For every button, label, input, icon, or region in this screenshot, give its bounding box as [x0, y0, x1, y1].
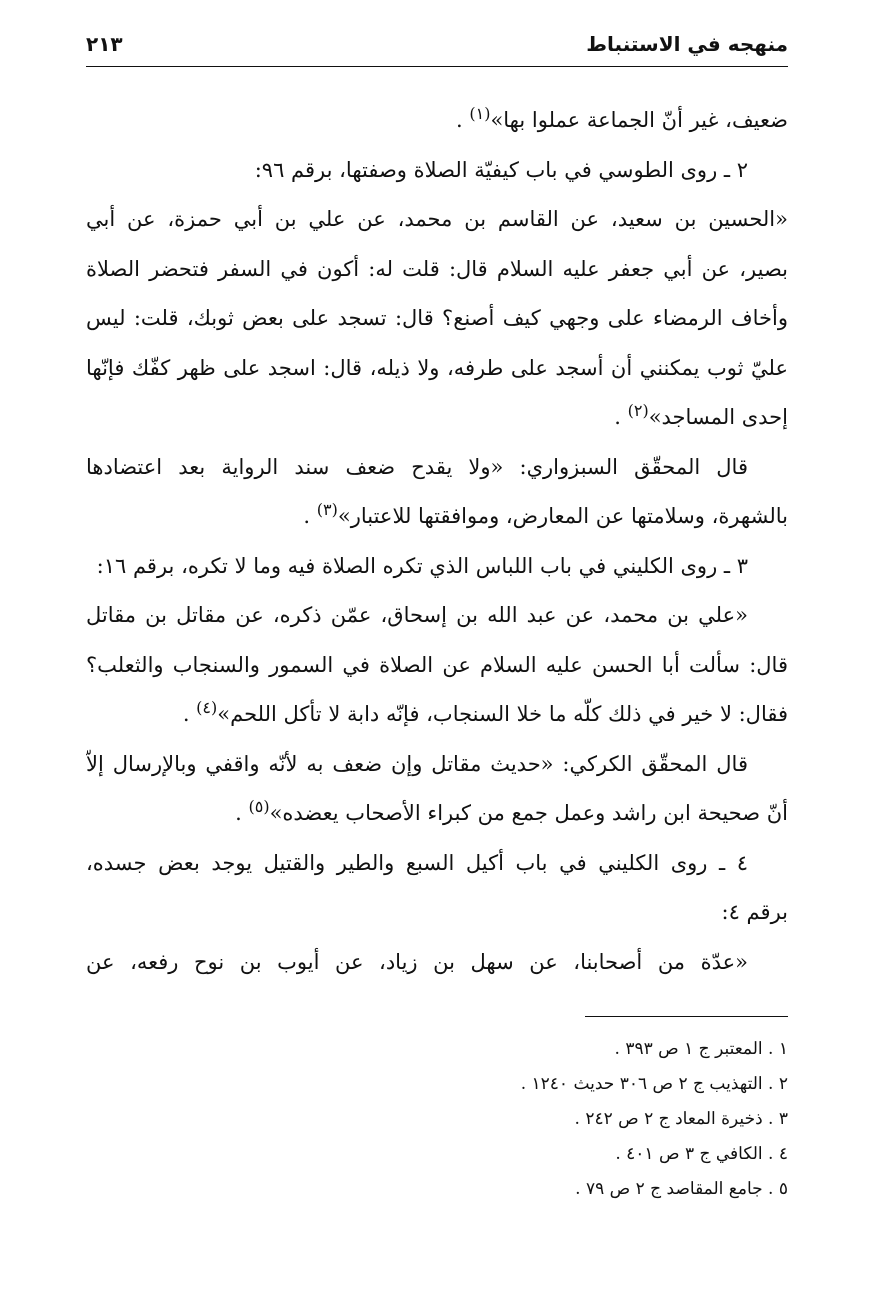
text-line: عليّ ثوب يمكنني أن أسجد على طرفه، ولا ذيله، قال: اسجد على ظهر كفّك فإنّها	[86, 355, 788, 380]
footnote-reference: (٣)	[316, 500, 338, 519]
text-line: إحدى المساجد»$^{(٢)}$ .	[614, 401, 788, 429]
text-line: وأخاف الرمضاء على وجهي كيف أصنع؟ قال: تسجد على بعض ثوبك، قلت: ليس	[86, 306, 788, 330]
text-line: برقم ٤:	[721, 900, 788, 924]
text-line: ٢ ـ روى الطوسي في باب كيفيّة الصلاة وصفتها، برقم ٩٦:	[254, 157, 748, 182]
footnote-reference: (٥)	[248, 797, 270, 816]
text-line: بصير، عن أبي جعفر عليه السلام قال: قلت له: أكون في السفر فتحضر الصلاة	[86, 256, 788, 281]
page-number: ٢١٣	[86, 32, 123, 56]
text-line: قال المحقّق الكركي: «حديث مقاتل وإن ضعف به لأنّه واقفي وبالإرسال إلاّ	[86, 751, 748, 776]
text-line: ٤ ـ روى الكليني في باب أكيل السبع والطير والقتيل يوجد بعض جسده،	[86, 850, 748, 875]
footnote-item: ٥ . جامع المقاصد ج ٢ ص ٧٩ .	[575, 1179, 788, 1199]
footnote-item: ٢ . التهذيب ج ٢ ص ٣٠٦ حديث ١٢٤٠ .	[520, 1074, 788, 1094]
text-line: ٣ ـ روى الكليني في باب اللباس الذي تكره الصلاة فيه وما لا تكره، برقم ١٦:	[96, 553, 748, 578]
text-line: «علي بن محمد، عن عبد الله بن إسحاق، عمّن ذكره، عن مقاتل بن مقاتل	[86, 603, 748, 627]
footnote-reference: (١)	[469, 104, 491, 123]
footnote-reference: (٤)	[196, 698, 218, 717]
text-line: بالشهرة، وسلامتها عن المعارض، وموافقتها للاعتبار»$^{(٣)}$ .	[303, 500, 788, 528]
text-line: «الحسين بن سعيد، عن القاسم بن محمد، عن علي بن أبي حمزة، عن أبي	[86, 207, 788, 231]
text-line: أنّ صحيحة ابن راشد وعمل جمع من كبراء الأصحاب يعضده»$^{(٥)}$ .	[235, 797, 788, 825]
footnote-reference: (٢)	[627, 401, 649, 420]
running-header	[86, 28, 788, 67]
running-title: منهجه في الاستنباط	[586, 32, 788, 56]
text-line: فقال: لا خير في ذلك كلّه ما خلا السنجاب، فإنّه دابة لا تأكل اللحم»$^{(٤)}$ .	[182, 698, 788, 726]
footnote-item: ٤ . الكافي ج ٣ ص ٤٠١ .	[615, 1144, 788, 1164]
main-text	[86, 96, 788, 987]
text-line: «عدّة من أصحابنا، عن سهل بن زياد، عن أيوب بن نوح رفعه، عن	[86, 949, 748, 974]
footnote-item: ٣ . ذخيرة المعاد ج ٢ ص ٢٤٢ .	[574, 1109, 788, 1129]
text-line: ضعيف، غير أنّ الجماعة عملوا بها»$^{(١)}$ .	[455, 104, 788, 132]
text-line: قال: سألت أبا الحسن عليه السلام عن الصلاة في السمور والسنجاب والثعلب؟	[86, 652, 788, 677]
footnotes	[86, 1032, 788, 1207]
text-line: قال المحقّق السبزواري: «ولا يقدح ضعف سند الرواية بعد اعتضادها	[86, 454, 748, 479]
footnote-divider	[585, 1016, 788, 1017]
footnote-item: ١ . المعتبر ج ١ ص ٣٩٣ .	[614, 1039, 788, 1059]
